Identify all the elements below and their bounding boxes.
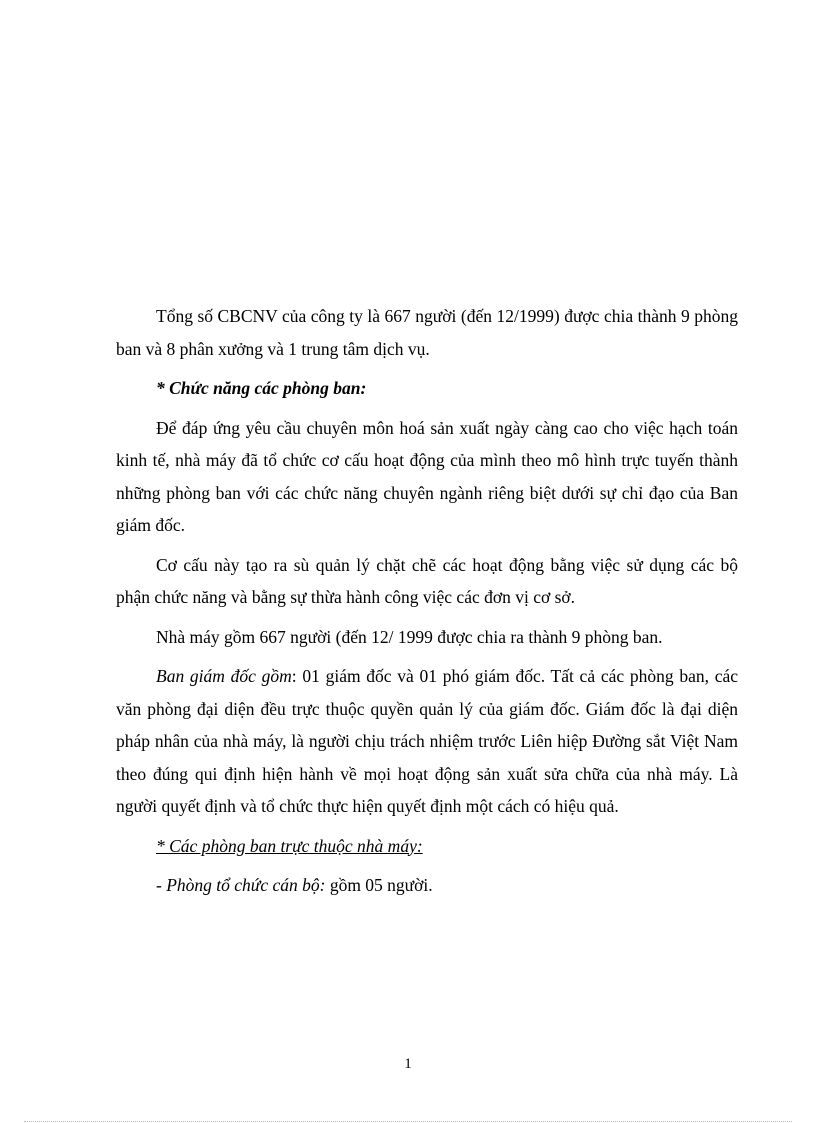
paragraph-factory-staff: Nhà máy gồm 667 người (đến 12/ 1999 được chia ra thành 9 phòng ban. (156, 626, 663, 647)
list-item-personnel-department (116, 869, 738, 902)
page-bottom-divider (24, 1121, 792, 1122)
heading-subordinate-departments-text: * Các phòng ban trực thuộc nhà máy: (156, 835, 423, 856)
board-of-directors-label: Ban giám đốc gồm (156, 666, 292, 686)
paragraph-staff-total: Tổng số CBCNV của công ty là 667 người (đến 12/1999) được chia thành 9 phòng ban và 8 phân xưởng và 1 trung tâm dịch vụ. (116, 306, 738, 359)
heading-department-functions: * Chức năng các phòng ban: (156, 378, 367, 398)
heading-subordinate-departments (116, 830, 738, 863)
paragraph-structure: Cơ cấu này tạo ra sù quản lý chặt chẽ các hoạt động bằng việc sử dụng các bộ phận chức năng và bằng sự thừa hành công việc các đơn vị cơ sở. (116, 554, 738, 607)
personnel-department-label: - Phòng tổ chức cán bộ: (156, 875, 326, 895)
board-of-directors-text: : 01 giám đốc và 01 phó giám đốc. Tất cả các phòng ban, các văn phòng đại diện đều trực thuộc quyền quản lý của giám đốc. Giám đốc là đại diện pháp nhân của nhà máy, là người chịu trách nhiệm trước Liên hiệp Đường sắt Việt Nam theo đúng qui định hiện hành về mọi hoạt động sản xuất sửa chữa của nhà máy. Là người quyết định và tổ chức thực hiện quyết định một cách có hiệu quả. (116, 666, 738, 816)
paragraph-board-of-directors (116, 660, 738, 823)
paragraph-specialization: Để đáp ứng yêu cầu chuyên môn hoá sản xuất ngày càng cao cho việc hạch toán kinh tế, nhà máy đã tổ chức cơ cấu hoạt động của mình theo mô hình trực tuyến thành những phòng ban với các chức năng chuyên ngành riêng biệt dưới sự chỉ đạo của Ban giám đốc. (116, 417, 738, 535)
document-body (116, 300, 738, 909)
page-number: 1 (404, 1056, 412, 1072)
personnel-department-text: gồm 05 người. (325, 875, 433, 895)
